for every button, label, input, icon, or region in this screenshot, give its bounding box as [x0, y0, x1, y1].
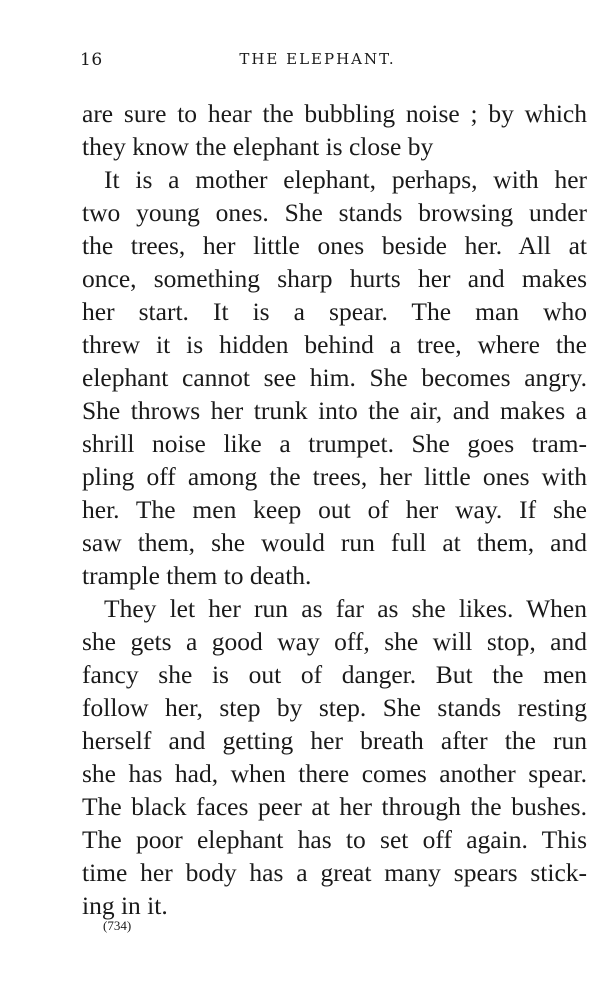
text-line: they know the elephant is close by	[82, 132, 434, 161]
text-line: ing in it.	[82, 891, 168, 920]
body-text	[82, 97, 587, 922]
printer-signature: (734)	[103, 918, 132, 933]
text-line: The poor elephant has to set off again. This	[82, 825, 587, 854]
text-line: are sure to hear the bubbling noise ; by which	[82, 99, 587, 128]
text-line: She throws her trunk into the air, and makes a	[82, 396, 587, 425]
text-line: two young ones. She stands browsing under	[82, 198, 587, 227]
text-line: It is a mother elephant, perhaps, with her	[104, 165, 587, 194]
paragraph	[82, 592, 587, 922]
text-line: The black faces peer at her through the bushes.	[82, 792, 587, 821]
text-line: threw it is hidden behind a tree, where the	[82, 330, 587, 359]
text-line: her. The men keep out of her way. If she	[82, 495, 587, 524]
text-line: saw them, she would run full at them, and	[82, 528, 587, 557]
text-line: her start. It is a spear. The man who	[82, 297, 587, 326]
text-line: the trees, her little ones beside her. All at	[82, 231, 587, 260]
running-head	[80, 50, 535, 70]
text-line: follow her, step by step. She stands resting	[82, 693, 587, 722]
text-line: fancy she is out of danger. But the men	[82, 660, 587, 689]
text-line: she gets a good way off, she will stop, and	[82, 627, 587, 656]
text-line: herself and getting her breath after the run	[82, 726, 587, 755]
paragraph	[82, 97, 587, 163]
text-line: time her body has a great many spears stick-	[82, 858, 587, 887]
text-line: she has had, when there comes another spear.	[82, 759, 587, 788]
running-title: THE ELEPHANT.	[239, 50, 396, 68]
text-line: pling off among the trees, her little ones with	[82, 462, 587, 491]
text-line: elephant cannot see him. She becomes angry.	[82, 363, 587, 392]
paragraph	[82, 163, 587, 592]
text-line: shrill noise like a trumpet. She goes tram-	[82, 429, 587, 458]
page-number: 16	[80, 50, 103, 70]
text-line: They let her run as far as she likes. When	[104, 594, 587, 623]
text-line: once, something sharp hurts her and makes	[82, 264, 587, 293]
text-line: trample them to death.	[82, 561, 312, 590]
